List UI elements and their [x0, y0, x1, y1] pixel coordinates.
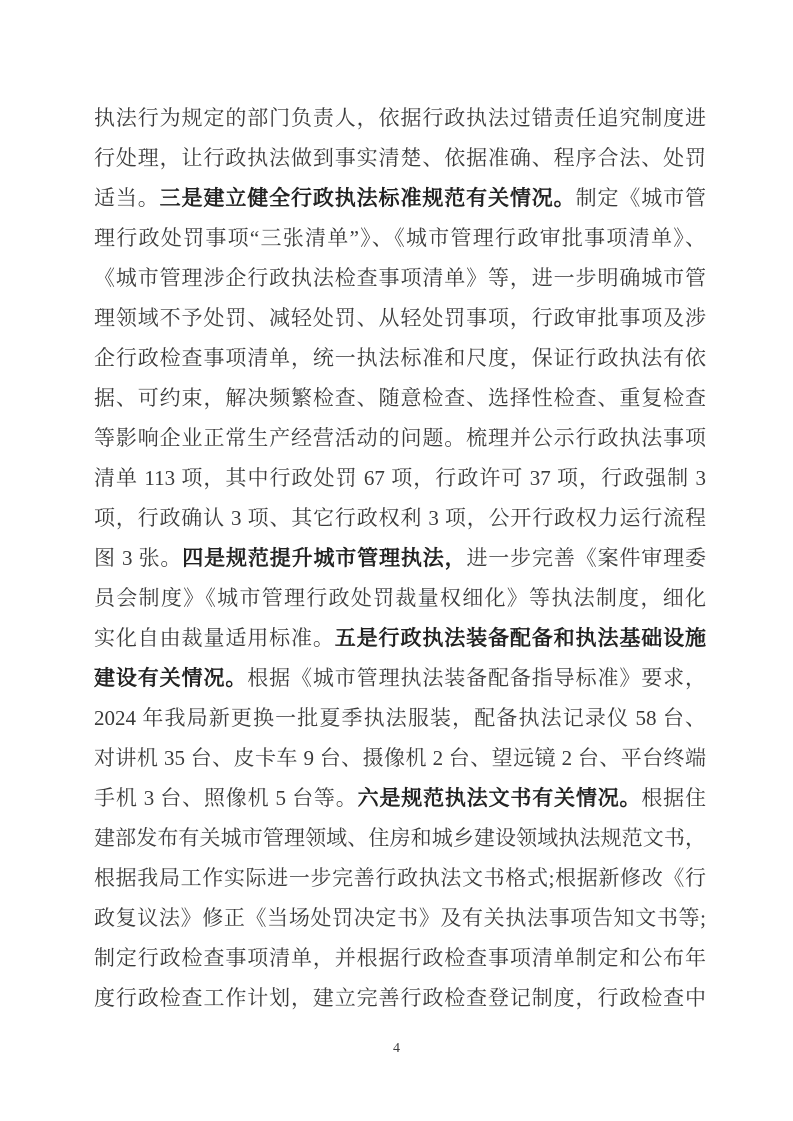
text-run: 进一步完善《案件审理委: [466, 546, 707, 570]
text-line: [94, 178, 706, 218]
text-line: [94, 138, 706, 178]
text-run: 企行政检查事项清单，统一执法标准和尺度，保证行政执法有依: [94, 346, 706, 370]
text-line: [94, 738, 706, 778]
text-run: 度行政检查工作计划，建立完善行政检查登记制度，行政检查中: [94, 986, 706, 1010]
text-line: [94, 978, 706, 1018]
text-run: 理行政处罚事项“三张清单”》、《城市管理行政审批事项清单》、: [94, 226, 706, 250]
bold-text-run: 六是规范执法文书有关情况。: [357, 786, 642, 810]
text-run: 根据《城市管理执法装备配备指导标准》要求，: [247, 666, 707, 690]
text-run: 根据我局工作实际进一步完善行政执法文书格式;根据新修改《行: [94, 866, 706, 890]
text-line: [94, 338, 706, 378]
text-run: 对讲机 35 台、皮卡车 9 台、摄像机 2 台、望远镜 2 台、平台终端: [94, 746, 706, 770]
bold-text-run: 三是建立健全行政执法标准规范有关情况。: [159, 186, 576, 210]
text-run: 据、可约束，解决频繁检查、随意检查、选择性检查、重复检查: [94, 386, 706, 410]
text-run: 理领域不予处罚、减轻处罚、从轻处罚事项，行政审批事项及涉: [94, 306, 706, 330]
text-line: [94, 98, 706, 138]
text-run: 项，行政确认 3 项、其它行政权利 3 项，公开行政权力运行流程: [94, 506, 706, 530]
text-run: 行处理，让行政执法做到事实清楚、依据准确、程序合法、处罚: [94, 146, 706, 170]
text-line: [94, 378, 706, 418]
text-line: [94, 938, 706, 978]
text-run: 员会制度》《城市管理行政处罚裁量权细化》等执法制度，细化: [94, 586, 706, 610]
text-run: 2024 年我局新更换一批夏季执法服装，配备执法记录仪 58 台、: [94, 706, 706, 730]
text-line: [94, 258, 706, 298]
text-line: [94, 658, 706, 698]
text-line: [94, 218, 706, 258]
text-line: [94, 698, 706, 738]
page-number: 4: [393, 1041, 400, 1056]
text-line: [94, 898, 706, 938]
text-run: 政复议法》修正《当场处罚决定书》及有关执法事项告知文书等;: [94, 906, 706, 930]
text-block: [94, 98, 706, 1018]
text-run: 执法行为规定的部门负责人，依据行政执法过错责任追究制度进: [94, 106, 706, 130]
text-line: [94, 458, 706, 498]
text-run: 建部发布有关城市管理领域、住房和城乡建设领域执法规范文书，: [94, 826, 706, 850]
text-line: [94, 618, 706, 658]
text-run: 清单 113 项，其中行政处罚 67 项，行政许可 37 项，行政强制 3: [94, 466, 706, 490]
text-line: [94, 498, 706, 538]
text-line: [94, 298, 706, 338]
text-run: 制定行政检查事项清单，并根据行政检查事项清单制定和公布年: [94, 946, 706, 970]
text-run: 根据住: [641, 786, 707, 810]
text-run: 手机 3 台、照像机 5 台等。: [94, 786, 358, 810]
text-run: 实化自由裁量适用标准。: [94, 626, 335, 650]
bold-text-run: 建设有关情况。: [94, 666, 248, 690]
text-line: [94, 578, 706, 618]
text-line: [94, 778, 706, 818]
text-line: [94, 858, 706, 898]
text-line: [94, 818, 706, 858]
text-run: 图 3 张。: [94, 546, 183, 570]
text-run: 适当。: [94, 186, 160, 210]
bold-text-run: 四是规范提升城市管理执法，: [182, 546, 467, 570]
text-line: [94, 538, 706, 578]
text-run: 制定《城市管: [575, 186, 707, 210]
bold-text-run: 五是行政执法装备配备和执法基础设施: [334, 626, 707, 650]
text-line: [94, 418, 706, 458]
text-run: 《城市管理涉企行政执法检查事项清单》等，进一步明确城市管: [94, 266, 706, 290]
text-run: 等影响企业正常生产经营活动的问题。梳理并公示行政执法事项: [94, 426, 706, 450]
